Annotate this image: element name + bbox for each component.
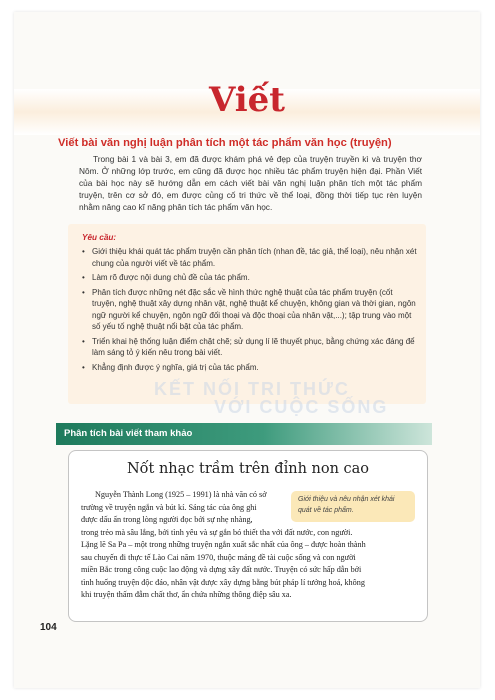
article-line: sau chuyến đi thực tế Lào Cai năm 1970, thuộc mảng đề tài cuộc sống và con người xyxy=(81,552,356,562)
requirements-heading: Yêu cầu: xyxy=(82,233,117,242)
requirement-item: • Phân tích được những nét đặc sắc về hình thức nghệ thuật của tác phẩm truyện (cốt truyện, nghệ thuật xây dựng nhân vật, nghệ thuật kể chuyện, không gian và thời gian, ngôn ngữ người kể chuyện, ngôn ngữ đối thoại và độc thoại của nhân vật,...); tập trung vào một số yếu tố nghệ thuật nổi bật của tác phẩm. xyxy=(82,287,418,333)
article-title: Nốt nhạc trầm trên đỉnh non cao xyxy=(126,461,370,477)
watermark xyxy=(154,380,388,416)
article-line: trong trẻo mà sâu lắng, bởi tình yêu và sự gắn bó thiết tha với đất nước, con người. xyxy=(81,527,353,537)
requirement-item: • Triển khai hệ thống luận điểm chặt chẽ; sử dụng lí lẽ thuyết phục, bằng chứng xác đáng để làm sáng tỏ ý kiến nêu trong bài viết. xyxy=(82,336,418,359)
page-number: 104 xyxy=(40,622,57,633)
side-note-text: Giới thiệu và nêu nhận xét khái quát về tác phẩm. xyxy=(298,496,395,514)
requirement-item: • Làm rõ được nội dung chủ đề của tác phẩm. xyxy=(82,272,418,284)
section-subtitle: Viết bài văn nghị luận phân tích một tác phẩm văn học (truyện) xyxy=(58,137,392,149)
requirements-list xyxy=(82,246,418,376)
article-line: được dấu ấn trong lòng người đọc bởi sự nhẹ nhàng, xyxy=(81,515,253,524)
section-header-bar xyxy=(56,423,432,445)
watermark-line: KẾT NỐI TRI THỨC xyxy=(154,379,350,399)
textbook-page xyxy=(14,12,480,688)
intro-paragraph: Trong bài 1 và bài 3, em đã được khám phá vẻ đẹp của truyện truyền kì và truyện thơ Nôm. Ở những lớp trước, em cũng đã được học nhiều tác phẩm truyện hiện đại. Phần Viết của bài học này sẽ hướng dẫn em cách viết bài văn nghị luận phân tích một tác phẩm truyện, trên cơ sở đó, em được củng cố tri thức về thể loại, đồng thời tiếp tục rèn luyện nhằm nâng cao kĩ năng phân tích tác phẩm văn học. xyxy=(79,154,422,212)
requirement-item: • Khẳng định được ý nghĩa, giá trị của tác phẩm. xyxy=(82,362,418,374)
article-line: trường về truyện ngắn và bút kí. Sáng tác của ông ghi xyxy=(81,502,257,512)
article-line: khi truyện thấm đẫm chất thơ, ẩn chứa những thông điệp sâu xa. xyxy=(81,590,292,599)
article-line: Lặng lẽ Sa Pa – một trong những truyện ngắn xuất sắc nhất của ông – được hoàn thành xyxy=(81,540,366,549)
reference-article-box xyxy=(68,450,428,622)
requirements-box xyxy=(68,224,426,404)
article-body xyxy=(81,489,415,602)
page-title: Viết xyxy=(208,80,286,120)
watermark-line: VỚI CUỘC SỐNG xyxy=(214,397,389,417)
article-line: miền Bắc trong công cuộc lao động và dựng xây đất nước. Truyện có sức hấp dẫn bởi xyxy=(81,565,362,574)
section-header-label: Phân tích bài viết tham khảo xyxy=(64,428,193,439)
article-line: Nguyễn Thành Long (1925 – 1991) là nhà văn có sở xyxy=(95,490,267,499)
article-line: tình huống truyện độc đáo, nhân vật được xây dựng bằng bút pháp lí tưởng hoá, không xyxy=(81,577,365,587)
requirement-item: • Giới thiệu khái quát tác phẩm truyện cần phân tích (nhan đề, tác giả, thể loại), nêu nhận xét chung của người viết về tác phẩm. xyxy=(82,246,418,269)
